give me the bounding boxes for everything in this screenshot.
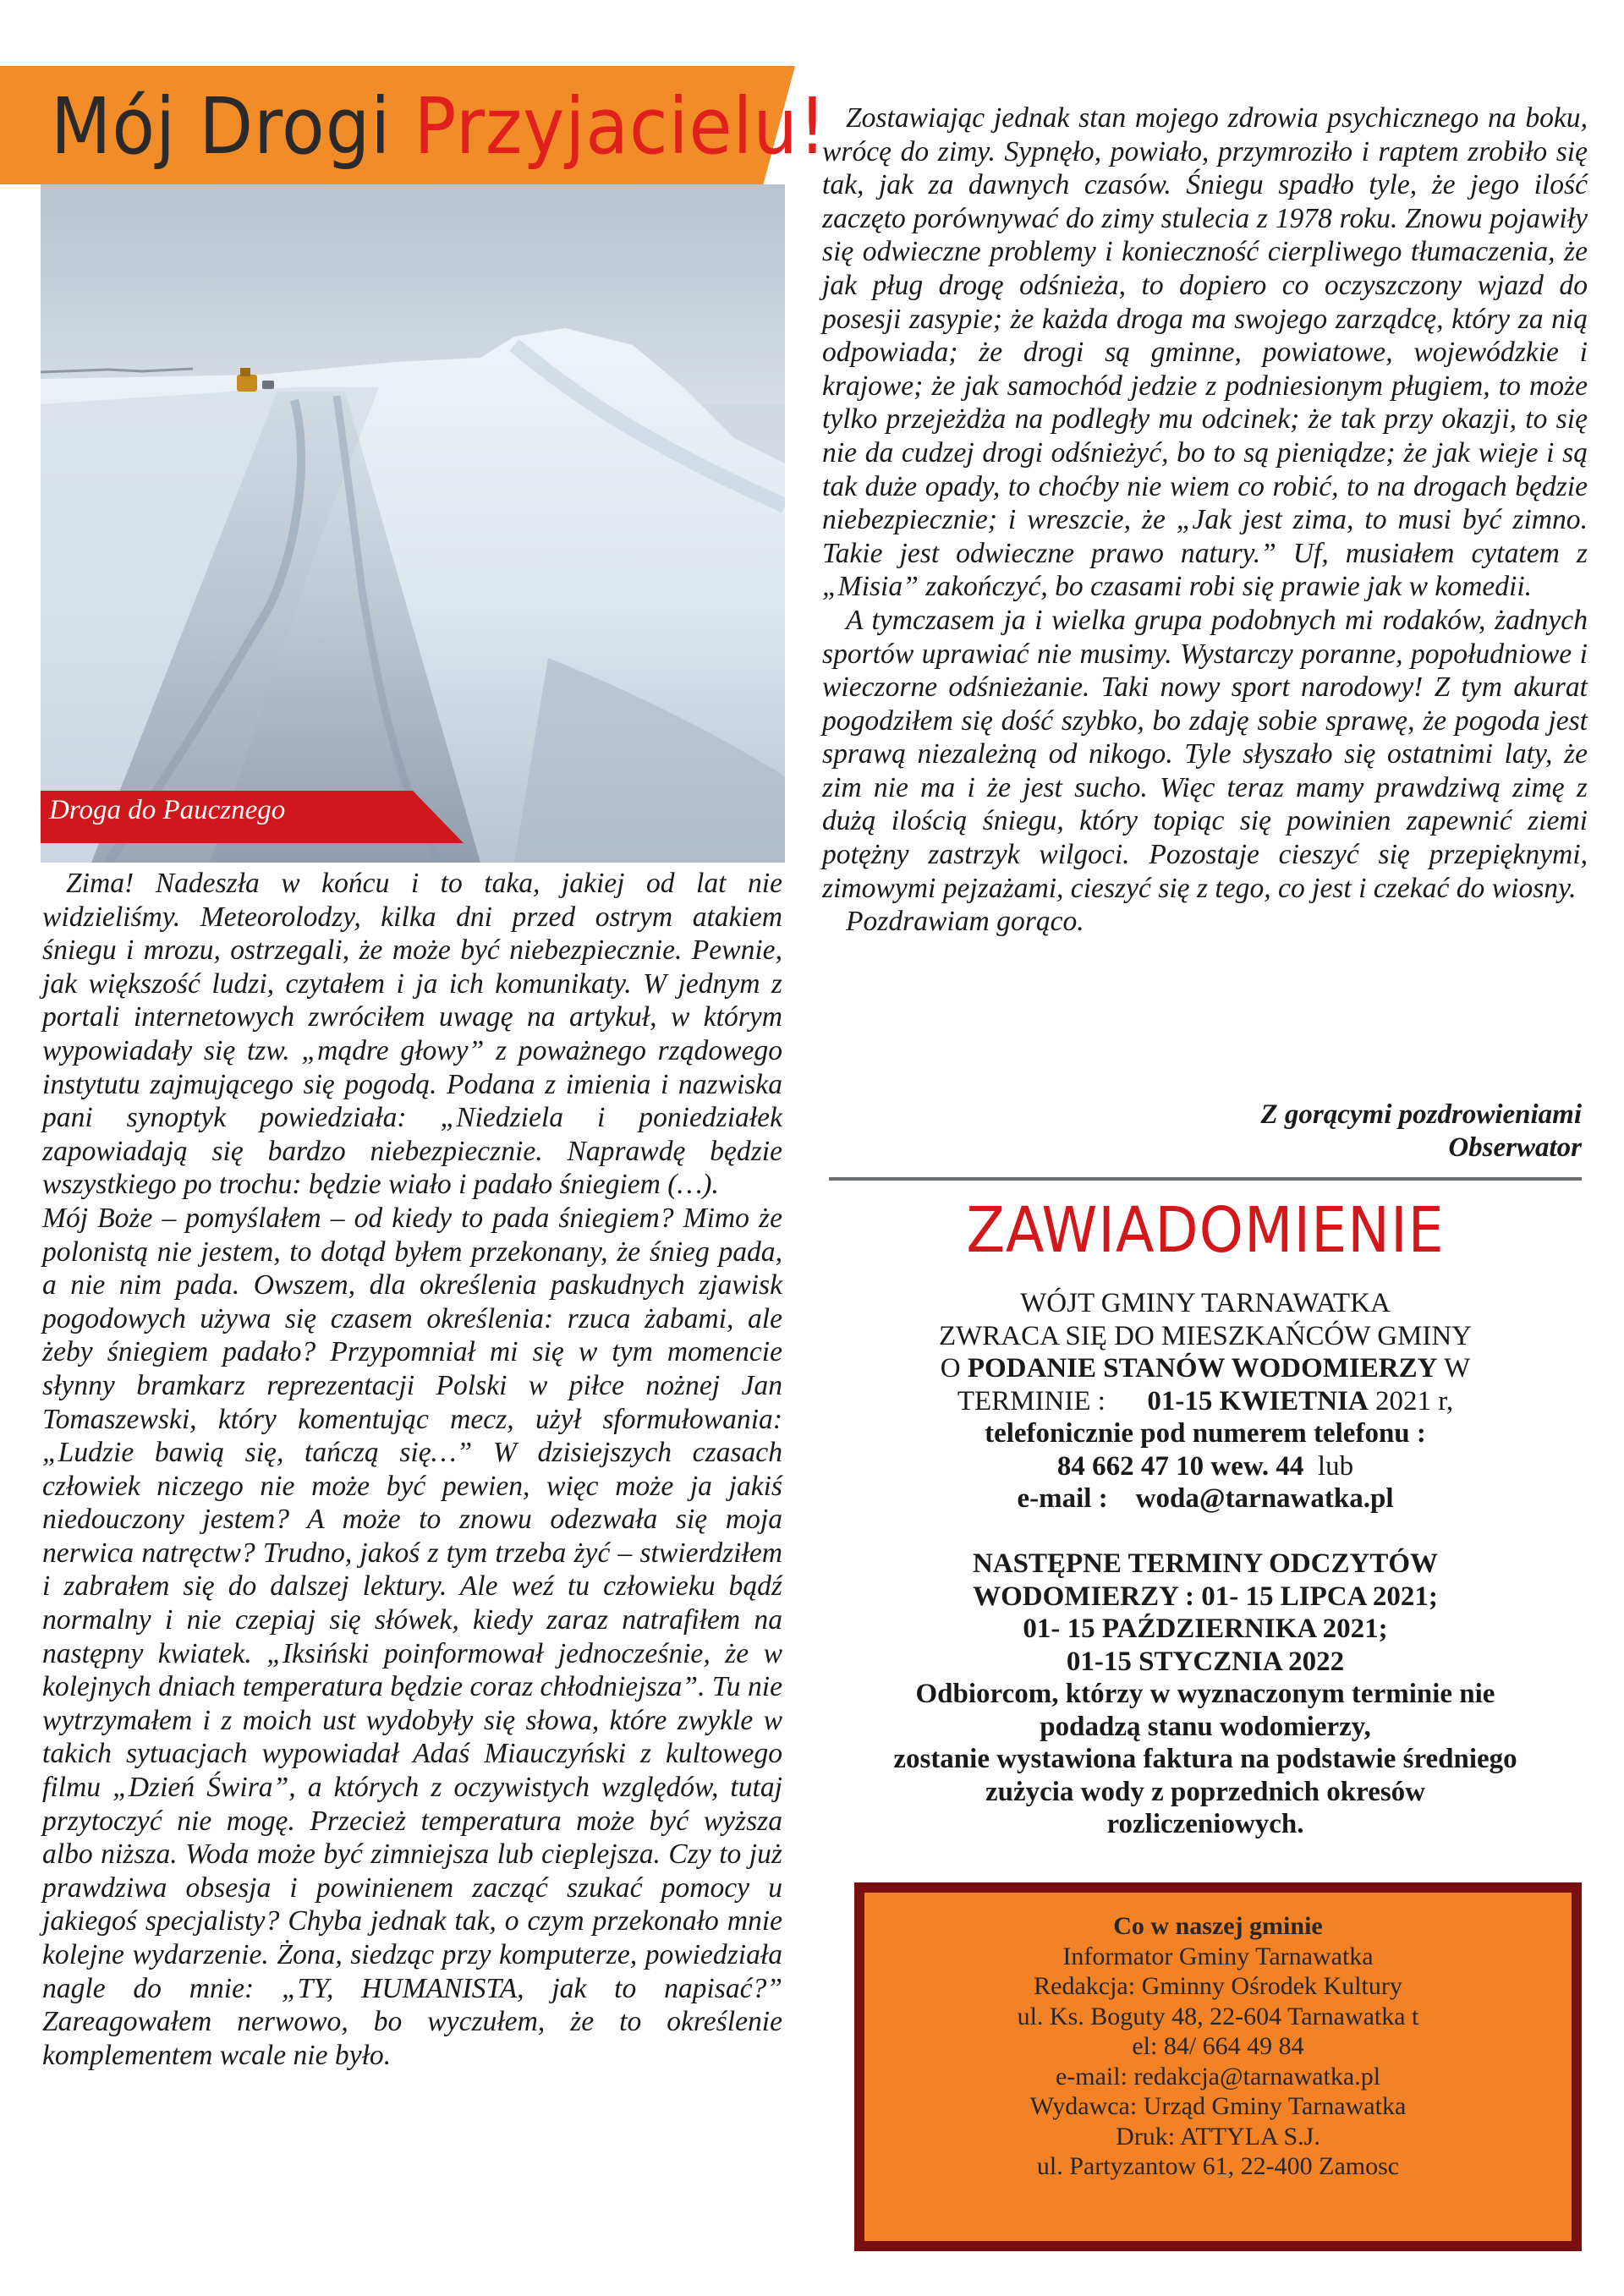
- photo-caption: Droga do Paucznego: [49, 795, 286, 825]
- notice-line: telefonicznie pod numerem telefonu :: [985, 1418, 1426, 1449]
- imprint-line: Wydawca: Urząd Gminy Tarnawatka: [1029, 2092, 1407, 2120]
- imprint-line: Redakcja: Gminny Ośrodek Kultury: [1034, 1972, 1402, 2000]
- signature-author: Obserwator: [1448, 1132, 1582, 1163]
- notice-line: Odbiorcom, którzy w wyznaczonym terminie nie: [915, 1679, 1495, 1709]
- notice-line: rozliczeniowych.: [1106, 1809, 1304, 1839]
- notice-phone: 84 662 47 10 wew. 44 lub: [1056, 1450, 1354, 1482]
- notice-line: NASTĘPNE TERMINY ODCZYTÓW: [972, 1548, 1439, 1579]
- snow-scene-illustration: [41, 184, 785, 863]
- notice-line: TERMINIE : 01-15 KWIETNIA 2021 r,: [957, 1385, 1454, 1417]
- article-paragraph: Mój Boże – pomyślałem – od kiedy to pada śniegiem? Mimo że polonistą nie jestem, to dotąd byłem przekonany, że śnieg pada, a nie nim pada. Owszem, dla określenia paskudnych zjawisk pogodowych używa się czasem określenia: rzuca żabami, ale żeby śniegiem padało? Przypomniał mi się w tym momencie słynny bramkarz reprezentacji Polski w piłce nożnej Jan Tomaszewski, który komentując mecz, użył sformułowania: „Ludzie bawią się, tańczą się…” W dzisiejszych czasach człowiek niczego nie może być pewien, więc może ja jakiś niedouczony jestem? A może to znowu odezwała się moja nerwica natręctw? Trudno, jakoś z tym trzeba żyć – stwierdziłem i zabrałem się do dalszej lektury. Ale weź tu człowieku bądź normalny i nie czepiaj się słówek, kiedy zaraz natrafiłem na następny kwiatek. „Iksiński poinformował jednocześnie, że w kolejnych dniach temperatura będzie coraz chłodniejsza”. Tu nie wytrzymałem i z moich ust wydobyły się słowa, które zwykle w takich sytuacjach wypowiadał Adaś Miauczyński z kultowego filmu „Dzień Świra”, a których z oczywistych względów, tutaj przytoczyć nie mogę. Przecież temperatura może być wyższa albo niższa. Woda może być zimniejsza lub cieplejsza. Czy to już prawdziwa obsesja i powinienem zacząć szukać pomocy u jakiegoś specjalisty? Chyba jednak tak, o czym przekonało mnie kolejne wydarzenie. Żona, siedząc przy komputerze, powiedziała nagle do mnie: „TY, HUMANISTA, jak to napisać?” Zareagowałem nerwowo, bo wyczułem, że to określenie komplementem wcale nie było.: [42, 1202, 782, 2071]
- notice-title: ZAWIADOMIENIE: [966, 1194, 1445, 1267]
- title-part-2: Przyjacielu!: [414, 81, 828, 172]
- notice-next-readings: [812, 1548, 1599, 1841]
- notice-line: WÓJT GMINY TARNAWATKA: [1020, 1288, 1391, 1318]
- imprint-email: e-mail: redakcja@tarnawatka.pl: [1055, 2062, 1381, 2091]
- imprint-title: Co w naszej gminie: [1113, 1912, 1323, 1940]
- notice-line: zostanie wystawiona faktura na podstawie średniego: [893, 1744, 1517, 1774]
- notice-line: ZWRACA SIĘ DO MIESZKAŃCÓW GMINY: [938, 1320, 1473, 1351]
- imprint-line: Informator Gminy Tarnawatka: [1062, 1942, 1374, 1970]
- notice-line: 01- 15 PAŹDZIERNIKA 2021;: [1023, 1614, 1388, 1644]
- imprint-line: ul. Partyzantow 61, 22-400 Zamosc: [1036, 2152, 1400, 2180]
- article-right-column: [822, 101, 1588, 939]
- snow-road-photo: [41, 184, 785, 863]
- article-paragraph: Zostawiając jednak stan mojego zdrowia psychicznego na boku, wrócę do zimy. Sypnęło, powiało, przymroziło i raptem zrobiło się tak, jak za dawnych czasów. Śniegu spadło tyle, że jego ilość zaczęto porównywać do zimy stulecia z 1978 roku. Znowu pojawiły się odwieczne problemy i konieczność cierpliwego tłumaczenia, że jak pług drogę odśnieża, to dopiero co oczyszczony wjazd do posesji zasypie; że każda droga ma swojego zarządcę, który za nią odpowiada; że drogi są gminne, powiatowe, wojewódzkie i krajowe; że jak samochód jedzie z podniesionym pługiem, to może tylko przejeżdża na podległy mu odcinek; że tak przy okazji, to się nie da cudzej drogi odśnieżyć, bo to są pieniądze; że jak wieje i są tak duże opady, to choćby nie wiem co robić, to na drogach będzie niebezpiecznie; i wreszcie, że „Jak jest zima, to musi być zimno. Takie jest odwieczne prawo natury.” Uf, musiałem cytatem z „Misia” zakończyć, bo czasami robi się prawie jak w komedii.: [822, 102, 1588, 603]
- title-part-1: Mój Drogi: [51, 81, 414, 172]
- imprint-line: Druk: ATTYLA S.J.: [1116, 2122, 1320, 2151]
- article-paragraph: Pozdrawiam gorąco.: [846, 906, 1084, 938]
- imprint-box: [854, 1882, 1582, 2251]
- notice-line: podadzą stanu wodomierzy,: [1040, 1711, 1371, 1742]
- section-divider: [829, 1177, 1582, 1181]
- article-paragraph: Zima! Nadeszła w końcu i to taka, jakiej od lat nie widzieliśmy. Meteorolodzy, kilka dni przed ostrym atakiem śniegu i mrozu, ostrzegali, że może być niebezpiecznie. Pewnie, jak większość ludzi, czytałem i ja ich komunikaty. W jednym z portali internetowych zwróciłem uwagę na artykuł, w którym wypowiadały się tzw. „mądre głowy” z poważnego rządowego instytutu zajmującego się pogodą. Podana z imienia i nazwiska pani synoptyk powiedziała: „Niedziela i poniedziałek zapowiadają się bardzo niebezpiecznie. Naprawdę będzie wszystkiego po trochu: będzie wiało i padało śniegiem (…).: [42, 868, 782, 1201]
- notice-line: WODOMIERZY : 01- 15 LIPCA 2021;: [973, 1581, 1438, 1612]
- article-paragraph: A tymczasem ja i wielka grupa podobnych mi rodaków, żadnych sportów uprawiać nie musimy. Wystarczy poranne, popołudniowe i wieczorne odśnieżanie. Taki nowy sport narodowy! Z tym akurat pogodziłem się dość szybko, bo zdaję sobie sprawę, że pogoda jest sprawą niezależną od nikogo. Tyle słyszało się ostatnimi laty, że zim nie ma i że jest sucho. Więc teraz mamy prawdziwą zimę z dużą ilością śniegu, który topiąc się powinien zapewnić ziemi potężny zastrzyk wilgoci. Pozostaje cieszyć się przepięknymi, zimowymi pejzażami, cieszyć się z tego, co jest i czekać do wiosny.: [822, 604, 1588, 904]
- imprint-line: ul. Ks. Boguty 48, 22-604 Tarnawatka t: [1017, 2002, 1419, 2030]
- notice-line: O PODANIE STANÓW WODOMIERZY W: [940, 1353, 1471, 1384]
- notice-line: zużycia wody z poprzednich okresów: [985, 1776, 1426, 1807]
- notice-body: [812, 1287, 1599, 1515]
- imprint-line: el: 84/ 664 49 84: [1132, 2032, 1304, 2060]
- signature-greeting: Z gorącymi pozdrowieniami: [1260, 1099, 1582, 1130]
- notice-email: e-mail : woda@tarnawatka.pl: [1017, 1483, 1394, 1514]
- article-left-column: [42, 867, 782, 2072]
- notice-line: 01-15 STYCZNIA 2022: [1066, 1646, 1345, 1677]
- page-title: [51, 72, 827, 182]
